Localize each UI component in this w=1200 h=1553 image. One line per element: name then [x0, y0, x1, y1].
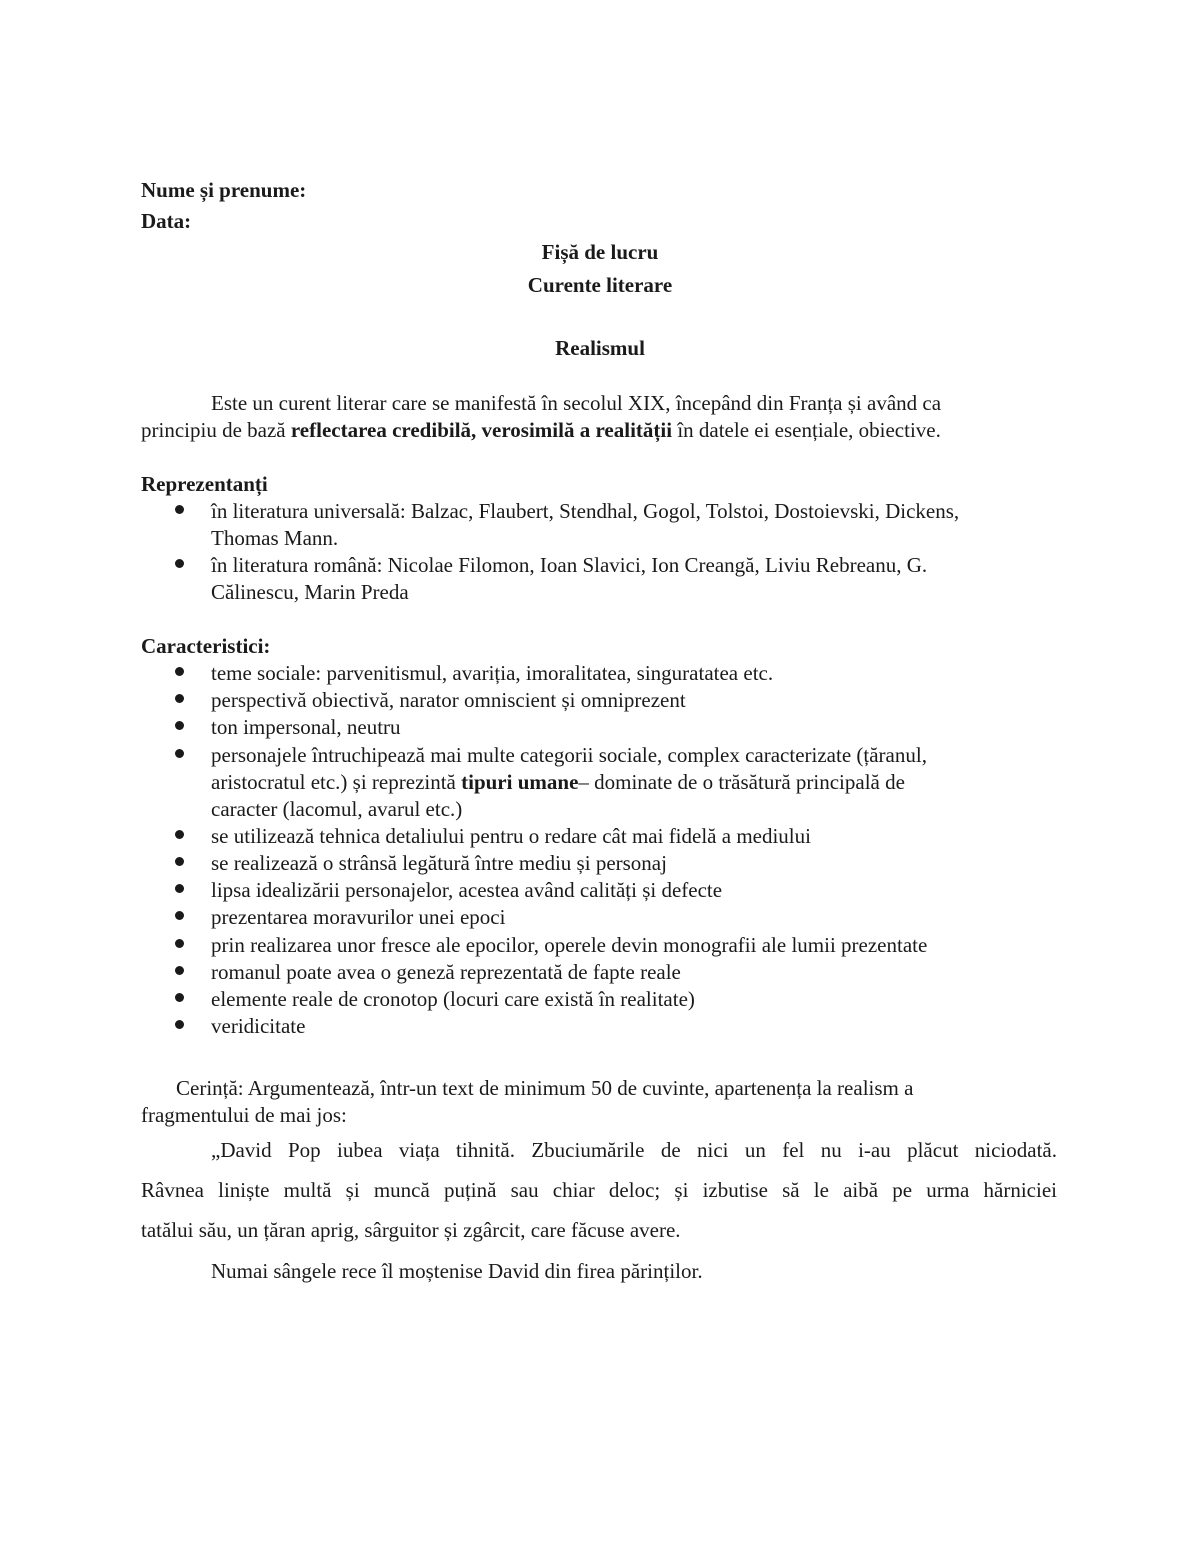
quote-line-4: Numai sângele rece îl moștenise David din firea părinților.: [211, 1259, 703, 1283]
characteristics-item: se realizează o strânsă legătură între mediu și personaj: [211, 851, 667, 875]
bullet-icon: [175, 667, 184, 676]
item-4-text-start: aristocratul etc.) și reprezintă: [211, 770, 462, 794]
intro-text-end: în datele ei esențiale, obiective.: [672, 418, 941, 442]
bullet-icon: [175, 1020, 184, 1029]
representatives-item-2-line-1: în literatura română: Nicolae Filomon, Ioan Slavici, Ion Creangă, Liviu Rebreanu, G.: [211, 553, 928, 577]
characteristics-heading: Caracteristici:: [141, 634, 271, 658]
characteristics-item: teme sociale: parvenitismul, avariția, imoralitatea, singuratatea etc.: [211, 661, 774, 685]
date-label: Data:: [141, 209, 192, 233]
characteristics-item: veridicitate: [211, 1014, 306, 1038]
representatives-item-2-line-2: Călinescu, Marin Preda: [211, 580, 409, 604]
bullet-icon: [175, 559, 184, 568]
item-4-text-bold: tipuri umane: [461, 770, 579, 794]
task-line-1: Cerință: Argumentează, într-un text de minimum 50 de cuvinte, apartenența la realism a: [176, 1076, 914, 1100]
bullet-icon: [175, 993, 184, 1002]
representatives-heading: Reprezentanți: [141, 472, 268, 496]
representatives-item-1-line-2: Thomas Mann.: [211, 526, 339, 550]
bullet-icon: [175, 830, 184, 839]
representatives-item-1-line-1: în literatura universală: Balzac, Flaubert, Stendhal, Gogol, Tolstoi, Dostoievski, Dickens,: [211, 499, 960, 523]
characteristics-item: lipsa idealizării personajelor, acestea având calități și defecte: [211, 878, 723, 902]
topic-title: Realismul: [555, 336, 645, 360]
subject-title: Curente literare: [527, 273, 673, 297]
bullet-icon: [175, 505, 184, 514]
intro-text-start: principiu de bază: [141, 418, 291, 442]
characteristics-item: personajele întruchipează mai multe categorii sociale, complex caracterizate (țăranul,: [211, 743, 927, 767]
worksheet-title: Fișă de lucru: [541, 240, 659, 264]
characteristics-item: perspectivă obiectivă, narator omniscient și omniprezent: [211, 688, 686, 712]
name-label: Nume și prenume:: [141, 178, 307, 202]
quote-line-3: tatălui său, un țăran aprig, sârguitor și zgârcit, care făcuse avere.: [141, 1218, 681, 1242]
item-4-text-end: – dominate de o trăsătură principală de: [578, 770, 905, 794]
quote-line-2: Râvnea liniște multă și muncă puțină sau chiar deloc; și izbutise să le aibă pe urma hărniciei: [141, 1178, 1057, 1202]
characteristics-item-4-line-3: caracter (lacomul, avarul etc.): [211, 797, 463, 821]
characteristics-item-4-line-2: [211, 769, 905, 796]
characteristics-item: elemente reale de cronotop (locuri care există în realitate): [211, 987, 695, 1011]
bullet-icon: [175, 721, 184, 730]
bullet-icon: [175, 694, 184, 703]
bullet-icon: [175, 857, 184, 866]
quote-line-1: „David Pop iubea viața tihnită. Zbuciumările de nici un fel nu i-au plăcut niciodată.: [211, 1138, 1057, 1162]
bullet-icon: [175, 884, 184, 893]
intro-line-2: [141, 417, 941, 444]
intro-text-bold: reflectarea credibilă, verosimilă a realității: [290, 418, 673, 442]
characteristics-item: prin realizarea unor fresce ale epocilor, operele devin monografii ale lumii prezentate: [211, 933, 928, 957]
bullet-icon: [175, 749, 184, 758]
characteristics-item: ton impersonal, neutru: [211, 715, 401, 739]
task-line-2: fragmentului de mai jos:: [141, 1103, 347, 1127]
bullet-icon: [175, 939, 184, 948]
bullet-icon: [175, 966, 184, 975]
characteristics-item: romanul poate avea o geneză reprezentată de fapte reale: [211, 960, 681, 984]
characteristics-item: prezentarea moravurilor unei epoci: [211, 905, 506, 929]
bullet-icon: [175, 911, 184, 920]
characteristics-item: se utilizează tehnica detaliului pentru o redare cât mai fidelă a mediului: [211, 824, 811, 848]
intro-line-1: Este un curent literar care se manifestă în secolul XIX, începând din Franța și având ca: [211, 391, 942, 415]
